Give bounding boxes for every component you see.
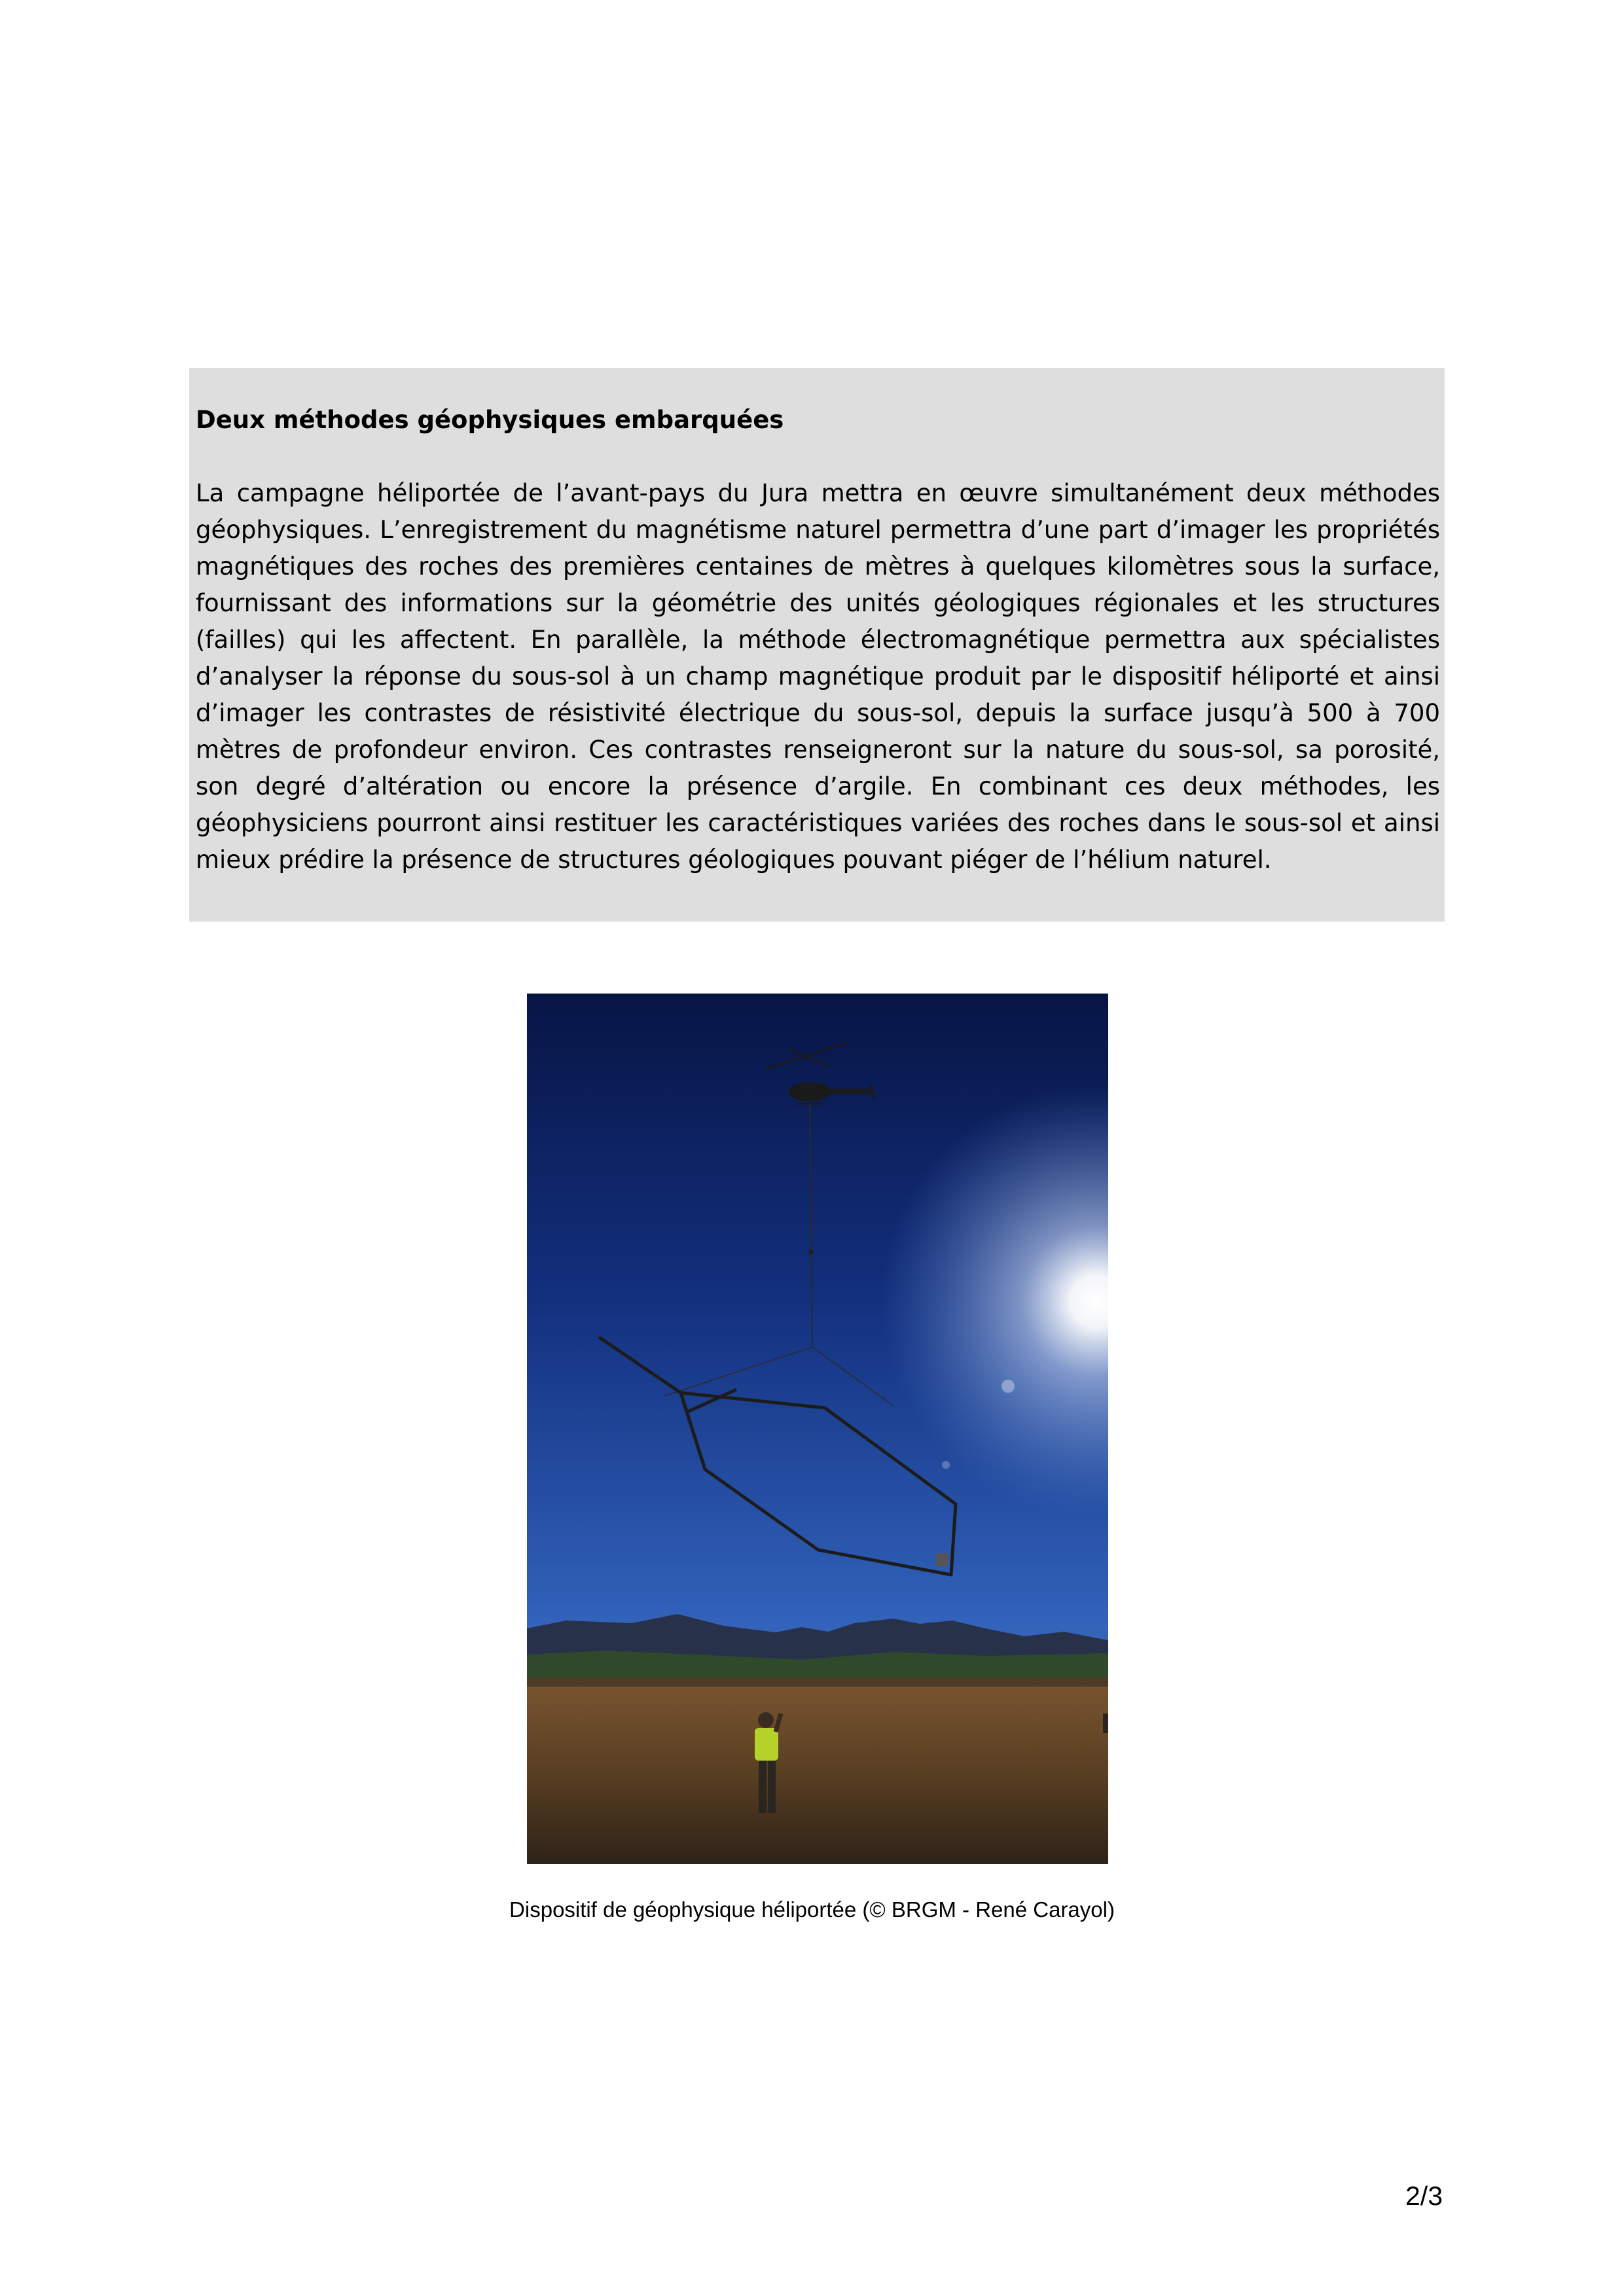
ground — [527, 1677, 1108, 1864]
info-box — [189, 368, 1445, 922]
helicopter-geophysics-photo — [527, 994, 1108, 1864]
box-body: La campagne héliportée de l’avant-pays du Jura mettra en œuvre simultanément deux méthodes géophysiques. L’enregistrement du magnétisme naturel permettra d’une part d’imager les propriétés magnétiques des roches des premières centaines de mètres à quelques kilomètres sous la surface, fournissant des informations sur la géométrie des unités géologiques régionales et les structures (failles) qui les affectent. En parallèle, la méthode électromagnétique permettra aux spécialistes d’analyser la réponse du sous-sol à un champ magnétique produit par le dispositif héliporté et ainsi d’imager les contrastes de résistivité électrique du sous-sol, depuis la surface jusqu’à 500 à 700 mètres de profondeur environ. Ces contrastes renseigneront sur la nature du sous-sol, sa porosité, son degré d’altération ou encore la présence d’argile. En combinant ces deux méthodes, les géophysiciens pourront ainsi restituer les caractéristiques variées des roches dans le sous-sol et ainsi mieux prédire la présence de structures géologiques pouvant piéger de l’hélium naturel. — [196, 479, 1440, 874]
figure-caption: Dispositif de géophysique héliportée (© BRGM - René Carayol) — [509, 1897, 1115, 1922]
lens-flare — [1001, 1380, 1015, 1393]
box-title: Deux méthodes géophysiques embarquées — [196, 406, 784, 434]
page-number: 2/3 — [1405, 2181, 1443, 2211]
